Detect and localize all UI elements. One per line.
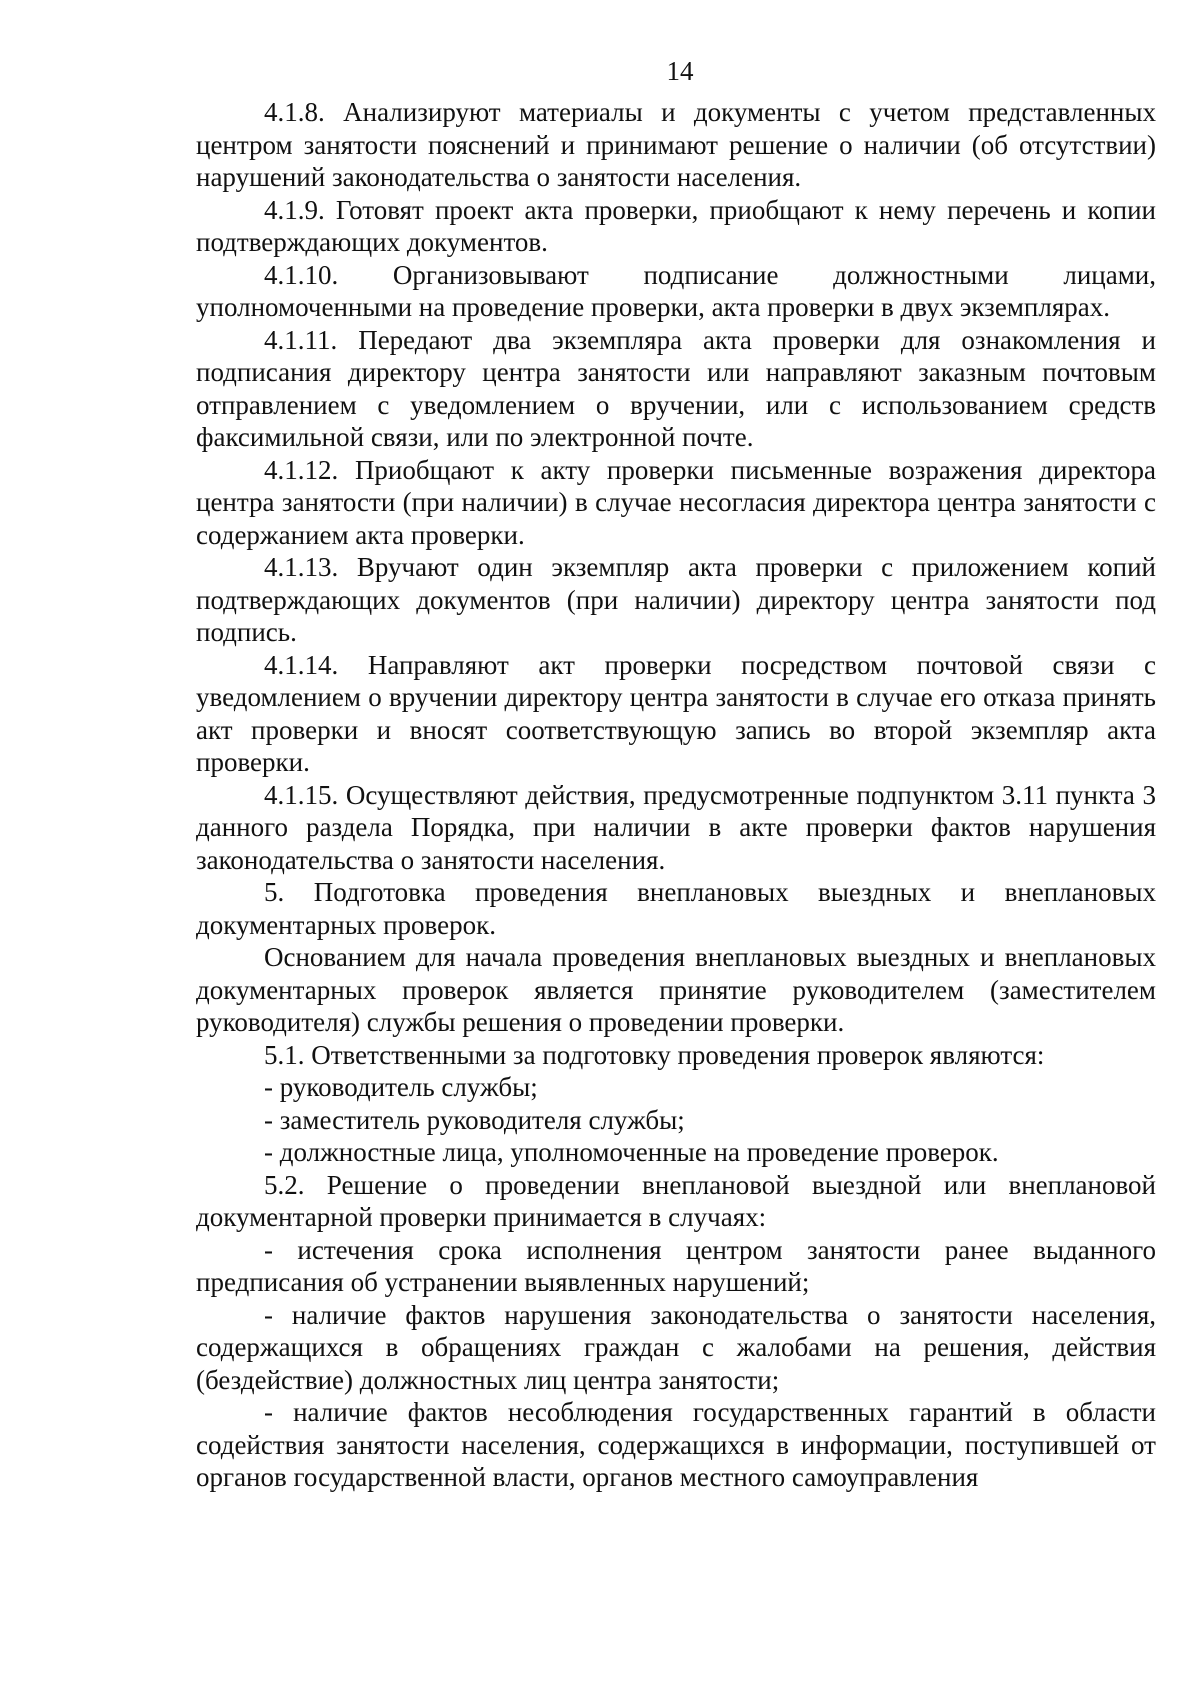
paragraph-5-1: 5.1. Ответственными за подготовку проведения проверок являются: <box>264 1039 1045 1070</box>
list-item: - руководитель службы; <box>264 1072 538 1102</box>
paragraph-4-1-14: 4.1.14. Направляют акт проверки посредством почтовой связи с уведомлением о вручении директору центра занятости в случае его отказа принять акт проверки и вносят соответствующую запись во второй экземпляр акта проверки. <box>196 649 1156 777</box>
document-body <box>196 96 1156 1494</box>
list-item: - наличие фактов несоблюдения государственных гарантий в области содействия занятости населения, содержащихся в информации, поступившей от органов государственной власти, органов местного самоуправления <box>196 1397 1156 1492</box>
page-number: 14 <box>666 56 694 86</box>
paragraph-4-1-9: 4.1.9. Готовят проект акта проверки, приобщают к нему перечень и копии подтверждающих документов. <box>196 194 1156 257</box>
paragraph-4-1-13: 4.1.13. Вручают один экземпляр акта проверки с приложением копий подтверждающих документов (при наличии) директору центра занятости под подпись. <box>196 552 1156 647</box>
paragraph-4-1-10: 4.1.10. Организовывают подписание должностными лицами, уполномоченными на проведение проверки, акта проверки в двух экземплярах. <box>196 259 1156 322</box>
paragraph-5-2: 5.2. Решение о проведении внеплановой выездной или внеплановой документарной проверки принимается в случаях: <box>196 1169 1156 1232</box>
list-item: - заместитель руководителя службы; <box>264 1104 685 1135</box>
paragraph-4-1-15: 4.1.15. Осуществляют действия, предусмотренные подпунктом 3.11 пункта 3 данного раздела Порядка, при наличии в акте проверки фактов нарушения законодательства о занятости населения. <box>196 779 1156 875</box>
paragraph-4-1-8: 4.1.8. Анализируют материалы и документы с учетом представленных центром занятости пояснений и принимают решение о наличии (об отсутствии) нарушений законодательства о занятости населения. <box>196 97 1156 192</box>
paragraph-4-1-12: 4.1.12. Приобщают к акту проверки письменные возражения директора центра занятости (при наличии) в случае несогласия директора центра занятости с содержанием акта проверки. <box>196 454 1156 550</box>
paragraph-4-1-11: 4.1.11. Передают два экземпляра акта проверки для ознакомления и подписания директору центра занятости или направляют заказным почтовым отправлением с уведомлением о вручении, или с использованием средств факсимильной связи, или по электронной почте. <box>196 324 1156 452</box>
list-item: - наличие фактов нарушения законодательства о занятости населения, содержащихся в обращениях граждан с жалобами на решения, действия (бездействие) должностных лиц центра занятости; <box>196 1299 1156 1395</box>
list-item: - истечения срока исполнения центром занятости ранее выданного предписания об устранении выявленных нарушений; <box>196 1234 1156 1297</box>
list-item: - должностные лица, уполномоченные на проведение проверок. <box>264 1137 999 1167</box>
paragraph-grounds: Основанием для начала проведения внеплановых выездных и внеплановых документарных проверок является принятие руководителем (заместителем руководителя) службы решения о проведении проверки. <box>196 942 1156 1037</box>
section-5-heading: 5. Подготовка проведения внеплановых выездных и внеплановых документарных проверок. <box>196 877 1156 940</box>
